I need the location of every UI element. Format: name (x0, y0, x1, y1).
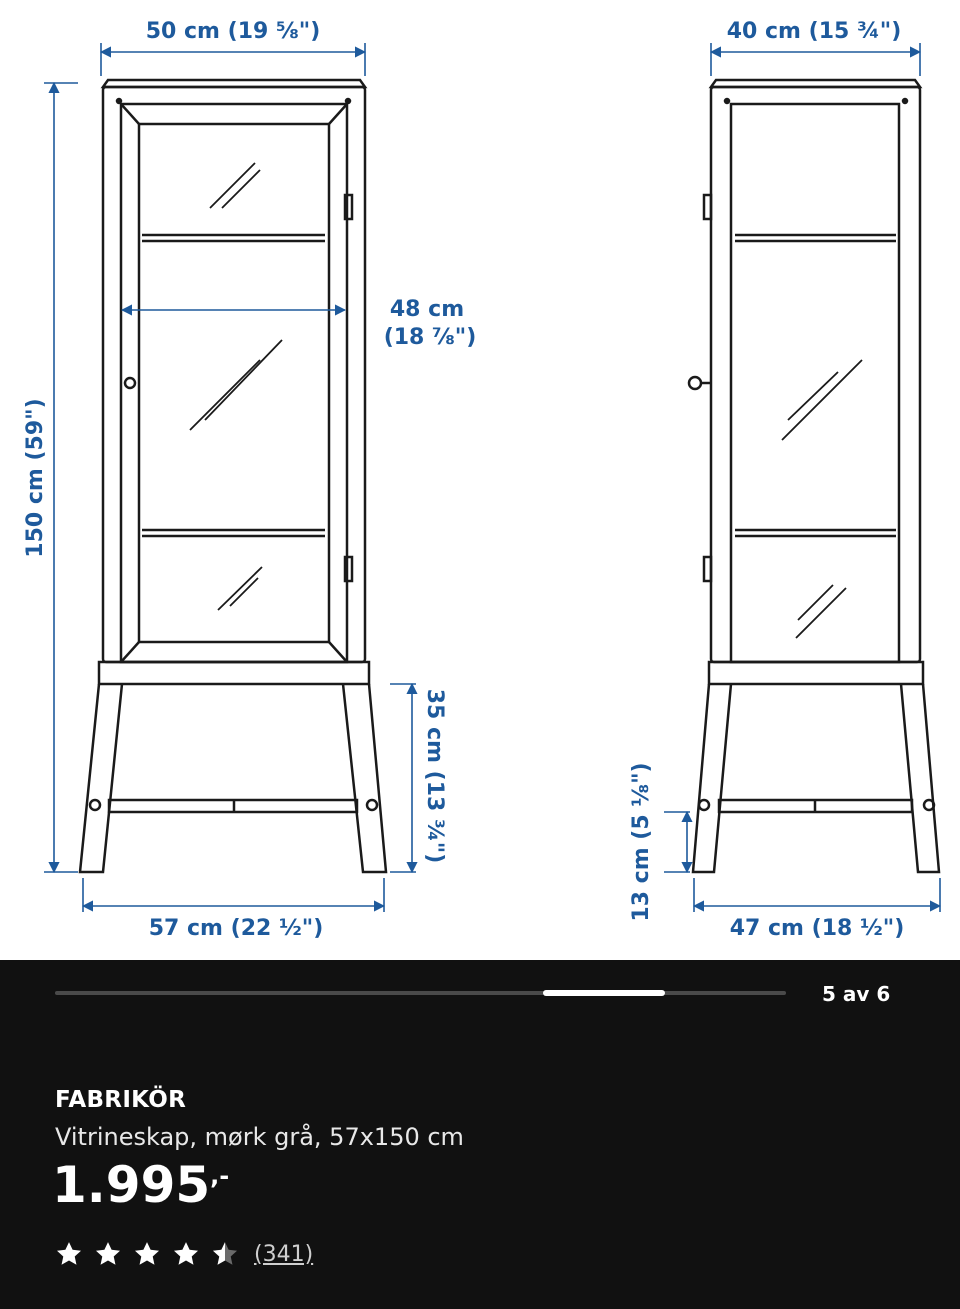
product-name: FABRIKÖR (55, 1087, 187, 1113)
side-top-depth-label: 40 cm (15 ¾") (726, 19, 902, 44)
front-view-cabinet (80, 80, 386, 872)
inner-width-cm-label: 48 cm (389, 297, 465, 322)
front-base-width-label: 57 cm (22 ½") (148, 916, 324, 941)
inner-width-in-label: (18 ⅞") (383, 325, 477, 350)
front-height-label: 150 cm (59") (23, 398, 48, 558)
gallery-progress-indicator[interactable] (543, 990, 665, 996)
rating-row[interactable] (55, 1238, 313, 1270)
review-count-link[interactable]: (341) (254, 1241, 314, 1267)
gallery-progress-track[interactable] (55, 991, 786, 995)
side-base-depth-label: 47 cm (18 ½") (729, 916, 905, 941)
side-view-cabinet (689, 80, 939, 872)
star-full-icon (172, 1240, 200, 1268)
star-full-icon (94, 1240, 122, 1268)
star-full-icon (133, 1240, 161, 1268)
gallery-page-counter: 5 av 6 (822, 982, 891, 1006)
star-full-icon (55, 1240, 83, 1268)
price-suffix: ,- (210, 1162, 230, 1190)
stretcher-height-label: 13 cm (5 ⅛") (629, 762, 654, 922)
product-description: Vitrineskap, mørk grå, 57x150 cm (55, 1123, 464, 1151)
product-price (52, 1156, 230, 1214)
dimension-lines (44, 43, 940, 912)
price-amount: 1.995 (52, 1156, 211, 1214)
front-top-width-label: 50 cm (19 ⅝") (145, 19, 321, 44)
star-half-icon (211, 1240, 239, 1268)
leg-height-label: 35 cm (13 ¾") (422, 688, 447, 864)
